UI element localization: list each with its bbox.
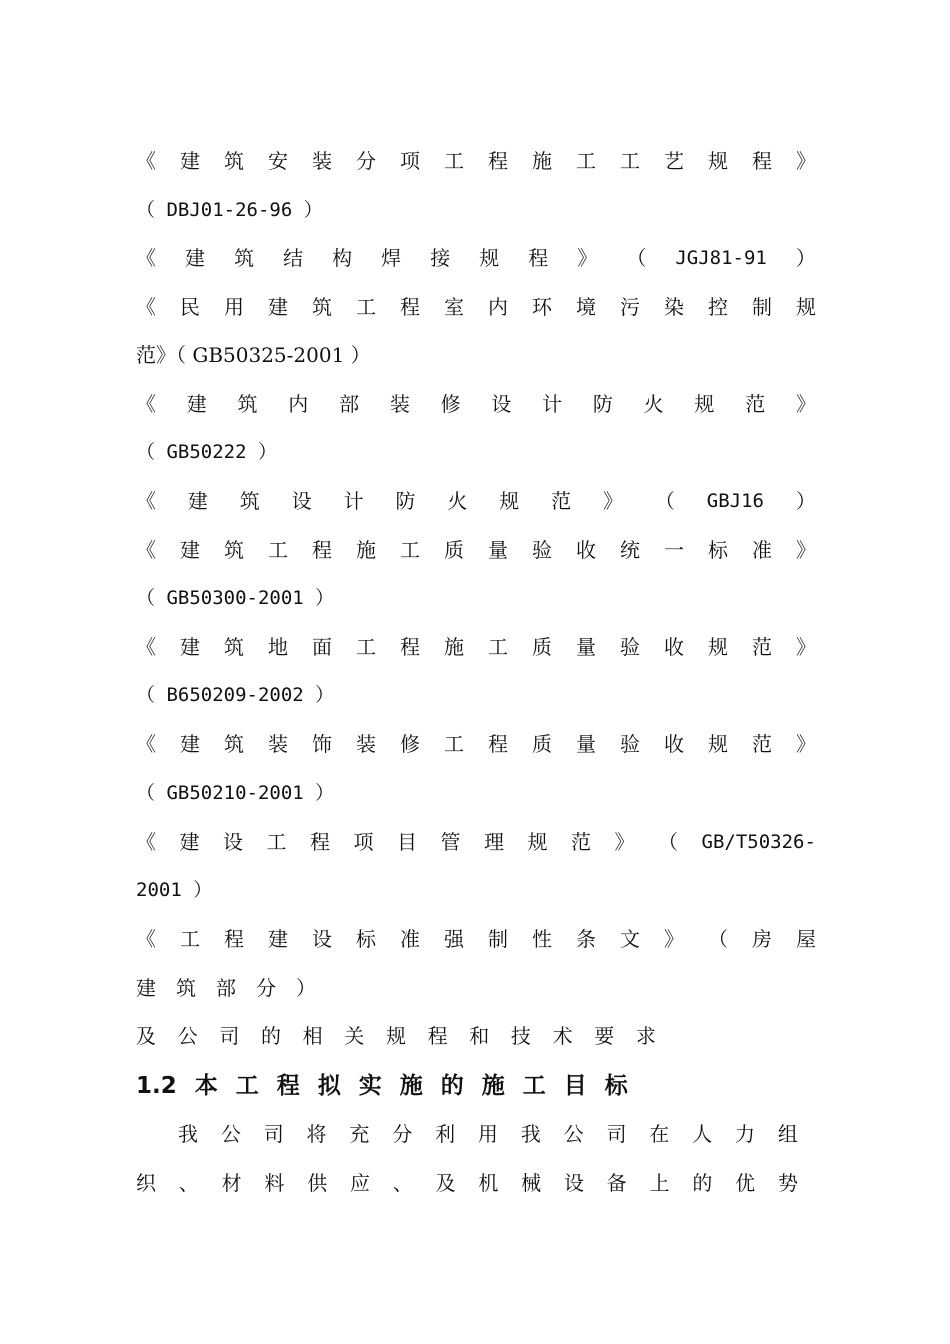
text-token: 环 [532, 295, 552, 319]
text-token: 制 [488, 927, 508, 951]
text-token: 规 [708, 149, 728, 173]
text-token: 地 [268, 635, 288, 659]
text-token: 规 [796, 295, 816, 319]
text-token: 筑 [224, 732, 244, 756]
text-token: 建 [180, 732, 200, 756]
text-token: GBJ16 [706, 490, 764, 512]
text-token: （ [708, 927, 728, 951]
text-token: 供 [307, 1171, 328, 1195]
text-token: 程 [312, 538, 332, 562]
paragraph-line [178, 1114, 798, 1154]
text-token: 》 [795, 392, 816, 416]
text-token: 饰 [312, 732, 332, 756]
text-token: 境 [576, 295, 596, 319]
text-token: 量 [576, 732, 596, 756]
text-token: 范 [752, 732, 772, 756]
text-token: 装 [268, 732, 288, 756]
text-token: 建 [268, 927, 288, 951]
text-token: 备 [606, 1171, 627, 1195]
text-token: 质 [444, 538, 464, 562]
text-token: 收 [576, 538, 596, 562]
text-line [136, 675, 816, 715]
text-token: 》 [577, 246, 598, 270]
text-token: 分 [256, 976, 276, 1000]
text-token: 量 [576, 635, 596, 659]
text-token: 标 [708, 538, 728, 562]
text-token: 筑 [224, 635, 244, 659]
text-token: 计 [542, 392, 563, 416]
text-token: 内 [288, 392, 309, 416]
text-token: 》 [796, 538, 816, 562]
text-line [136, 141, 816, 181]
text-token: 上 [649, 1171, 670, 1195]
text-token: 项 [353, 830, 374, 854]
text-token: 规 [694, 392, 715, 416]
text-token: 设 [563, 1171, 584, 1195]
text-token: 条 [576, 927, 596, 951]
text-token: 利 [435, 1122, 456, 1146]
text-token: 》 [796, 732, 816, 756]
text-token: 屋 [796, 927, 816, 951]
text-token: 设 [312, 927, 332, 951]
text-token: 火 [643, 392, 664, 416]
text-token: 修 [400, 732, 420, 756]
line-text: （ B650209-2002 ） [136, 684, 335, 706]
text-token: 筑 [312, 295, 332, 319]
text-token: 构 [332, 246, 353, 270]
text-token: 范 [752, 635, 772, 659]
text-token: 械 [521, 1171, 542, 1195]
text-token: 工 [356, 635, 376, 659]
text-line [136, 530, 816, 570]
text-token: 《 [136, 538, 156, 562]
text-token: 织 [136, 1171, 156, 1195]
text-token: 房 [752, 927, 772, 951]
text-token: 术 [552, 1024, 573, 1048]
text-token: 、 [178, 1171, 199, 1195]
text-token: 工 [444, 149, 464, 173]
text-token: 规 [527, 830, 548, 854]
text-token: 理 [484, 830, 504, 854]
text-token: 》 [603, 489, 624, 513]
line-text: 2001 ） [136, 879, 213, 901]
text-token: 面 [312, 635, 332, 659]
text-token: 程 [488, 149, 508, 173]
text-token: 工 [400, 538, 420, 562]
text-token: 规 [479, 246, 500, 270]
text-token: 建 [180, 538, 200, 562]
text-token: ） [795, 246, 816, 270]
text-token: 《 [136, 830, 156, 854]
text-token: 《 [136, 246, 156, 270]
line-text: （ GB50300-2001 ） [136, 587, 335, 609]
text-token: 设 [491, 392, 512, 416]
heading-token: 标 [604, 1073, 628, 1099]
text-token: 质 [532, 732, 552, 756]
text-token: （ [658, 830, 678, 854]
paragraph-line [136, 1163, 798, 1203]
text-token: （ [626, 246, 647, 270]
text-token: 在 [649, 1122, 670, 1146]
text-token: 火 [447, 489, 468, 513]
text-token: 工 [266, 830, 287, 854]
text-token: 公 [220, 1122, 241, 1146]
text-token: 司 [263, 1122, 284, 1146]
heading-token: 的 [440, 1073, 464, 1099]
text-token: 工 [444, 732, 464, 756]
text-token: 性 [532, 927, 552, 951]
text-token: 《 [136, 635, 156, 659]
text-token: 焊 [381, 246, 402, 270]
text-token: 规 [385, 1024, 406, 1048]
text-token: 验 [532, 538, 552, 562]
text-token: 接 [430, 246, 451, 270]
text-token: 文 [620, 927, 640, 951]
text-token: 我 [520, 1122, 541, 1146]
text-token: 用 [224, 295, 244, 319]
text-token: ） [795, 489, 816, 513]
text-token: 收 [664, 635, 684, 659]
text-token: 筑 [176, 976, 196, 1000]
text-token: 的 [260, 1024, 281, 1048]
text-token: 民 [180, 295, 200, 319]
text-token: 及 [136, 1024, 156, 1048]
text-token: 建 [187, 489, 208, 513]
text-token: 染 [664, 295, 684, 319]
text-token: 和 [469, 1024, 490, 1048]
text-token: 量 [488, 538, 508, 562]
text-token: 的 [692, 1171, 713, 1195]
text-line [136, 1016, 656, 1056]
text-token: 程 [310, 830, 330, 854]
text-token: 工 [620, 149, 640, 173]
text-token: 应 [349, 1171, 370, 1195]
text-token: 强 [444, 927, 464, 951]
text-token: 施 [356, 538, 376, 562]
text-token: 规 [708, 732, 728, 756]
text-token: 装 [389, 392, 410, 416]
text-token: 设 [291, 489, 312, 513]
text-token: 程 [752, 149, 772, 173]
text-line [136, 190, 816, 230]
heading-token: 本 [194, 1073, 218, 1099]
text-token: 防 [395, 489, 416, 513]
text-token: 准 [752, 538, 772, 562]
text-token: 筑 [224, 149, 244, 173]
heading-token: 工 [522, 1073, 546, 1099]
text-token: 及 [435, 1171, 456, 1195]
heading-token: 工 [235, 1073, 259, 1099]
text-line [136, 870, 816, 910]
text-token: 规 [708, 635, 728, 659]
text-token: 司 [606, 1122, 627, 1146]
text-token: GB/T50326- [701, 831, 816, 853]
heading-token: 1.2 [136, 1073, 177, 1099]
text-token: 公 [563, 1122, 584, 1146]
text-token: 建 [136, 976, 156, 1000]
heading-token: 施 [481, 1073, 505, 1099]
text-line [136, 578, 816, 618]
text-line [136, 627, 816, 667]
text-token: 结 [283, 246, 304, 270]
text-token: 建 [180, 149, 200, 173]
text-line [136, 968, 326, 1008]
text-token: 装 [356, 732, 376, 756]
text-token: 相 [302, 1024, 323, 1048]
text-token: 程 [400, 295, 420, 319]
text-token: 建 [185, 246, 206, 270]
text-token: 》 [796, 635, 816, 659]
text-token: 工 [488, 635, 508, 659]
text-token: 筑 [224, 538, 244, 562]
text-token: 用 [477, 1122, 498, 1146]
text-line [136, 432, 816, 472]
text-token: 施 [444, 635, 464, 659]
text-token: 《 [136, 489, 156, 513]
text-line [136, 287, 816, 327]
text-token: 工 [268, 538, 288, 562]
line-text: （ GB50210-2001 ） [136, 782, 335, 804]
text-token: 准 [400, 927, 420, 951]
text-token: 优 [735, 1171, 756, 1195]
text-token: 内 [488, 295, 508, 319]
text-token: 求 [635, 1024, 656, 1048]
text-token: 势 [777, 1171, 798, 1195]
text-line [136, 238, 816, 278]
text-token: （ [654, 489, 675, 513]
text-line [136, 822, 816, 862]
text-token: 范 [745, 392, 766, 416]
text-token: 统 [620, 538, 640, 562]
line-text: （ DBJ01-26-96 ） [136, 199, 323, 221]
text-line [136, 384, 816, 424]
text-token: 》 [614, 830, 635, 854]
text-token: 修 [440, 392, 461, 416]
text-token: 《 [136, 392, 156, 416]
text-token: 计 [343, 489, 364, 513]
text-token: 《 [136, 295, 156, 319]
text-token: 管 [440, 830, 461, 854]
text-token: 分 [356, 149, 376, 173]
text-token: 程 [488, 732, 508, 756]
text-line [136, 919, 816, 959]
text-token: 筑 [239, 489, 260, 513]
text-token: 人 [692, 1122, 713, 1146]
text-token: 材 [221, 1171, 242, 1195]
text-token: 规 [499, 489, 520, 513]
text-token: 》 [664, 927, 684, 951]
text-token: 司 [219, 1024, 240, 1048]
text-token: 程 [528, 246, 549, 270]
text-token: 技 [510, 1024, 531, 1048]
text-token: 、 [392, 1171, 413, 1195]
text-token: JGJ81-91 [675, 247, 767, 269]
section-heading [136, 1064, 646, 1108]
text-token: 一 [664, 538, 684, 562]
text-token: 要 [594, 1024, 615, 1048]
text-token: 工 [180, 927, 200, 951]
heading-token: 拟 [317, 1073, 341, 1099]
text-token: 关 [344, 1024, 365, 1048]
text-token: 程 [427, 1024, 448, 1048]
text-token: 工 [576, 149, 596, 173]
text-token: 公 [177, 1024, 198, 1048]
heading-token: 实 [358, 1073, 382, 1099]
text-token: 建 [180, 635, 200, 659]
text-token: 收 [664, 732, 684, 756]
text-token: 验 [620, 732, 640, 756]
text-token: 部 [339, 392, 360, 416]
text-token: 控 [708, 295, 728, 319]
text-line [136, 773, 816, 813]
text-token: 》 [796, 149, 816, 173]
text-token: 室 [444, 295, 464, 319]
text-token: 质 [532, 635, 552, 659]
heading-token: 施 [399, 1073, 423, 1099]
text-token: 项 [400, 149, 420, 173]
heading-token: 程 [276, 1073, 300, 1099]
text-token: 充 [349, 1122, 370, 1146]
text-token: 料 [264, 1171, 285, 1195]
line-text: 范》（ GB50325-2001 ） [136, 343, 371, 367]
text-token: 建 [179, 830, 200, 854]
text-token: 目 [397, 830, 417, 854]
text-token: 组 [777, 1122, 798, 1146]
text-token: 筑 [237, 392, 258, 416]
text-token: 范 [571, 830, 591, 854]
text-token: 污 [620, 295, 640, 319]
text-token: 力 [734, 1122, 755, 1146]
text-token: 施 [532, 149, 552, 173]
text-line [136, 481, 816, 521]
text-token: 《 [136, 927, 156, 951]
text-line [136, 724, 816, 764]
text-token: 部 [216, 976, 236, 1000]
text-token: 制 [752, 295, 772, 319]
text-token: 建 [268, 295, 288, 319]
text-token: 筑 [234, 246, 255, 270]
text-token: 安 [268, 149, 288, 173]
text-token: 《 [136, 732, 156, 756]
text-line [136, 335, 816, 375]
text-token: 工 [356, 295, 376, 319]
text-token: ） [296, 976, 316, 1000]
line-text: （ GB50222 ） [136, 441, 277, 463]
text-token: 将 [306, 1122, 327, 1146]
text-token: 《 [136, 149, 156, 173]
text-token: 分 [392, 1122, 413, 1146]
text-token: 标 [356, 927, 376, 951]
text-token: 范 [551, 489, 572, 513]
text-token: 我 [178, 1122, 198, 1146]
text-token: 建 [186, 392, 207, 416]
text-token: 程 [400, 635, 420, 659]
text-token: 防 [592, 392, 613, 416]
text-token: 程 [224, 927, 244, 951]
text-token: 机 [478, 1171, 499, 1195]
text-token: 艺 [664, 149, 684, 173]
text-token: 装 [312, 149, 332, 173]
heading-token: 目 [563, 1073, 587, 1099]
text-token: 设 [223, 830, 243, 854]
text-token: 验 [620, 635, 640, 659]
